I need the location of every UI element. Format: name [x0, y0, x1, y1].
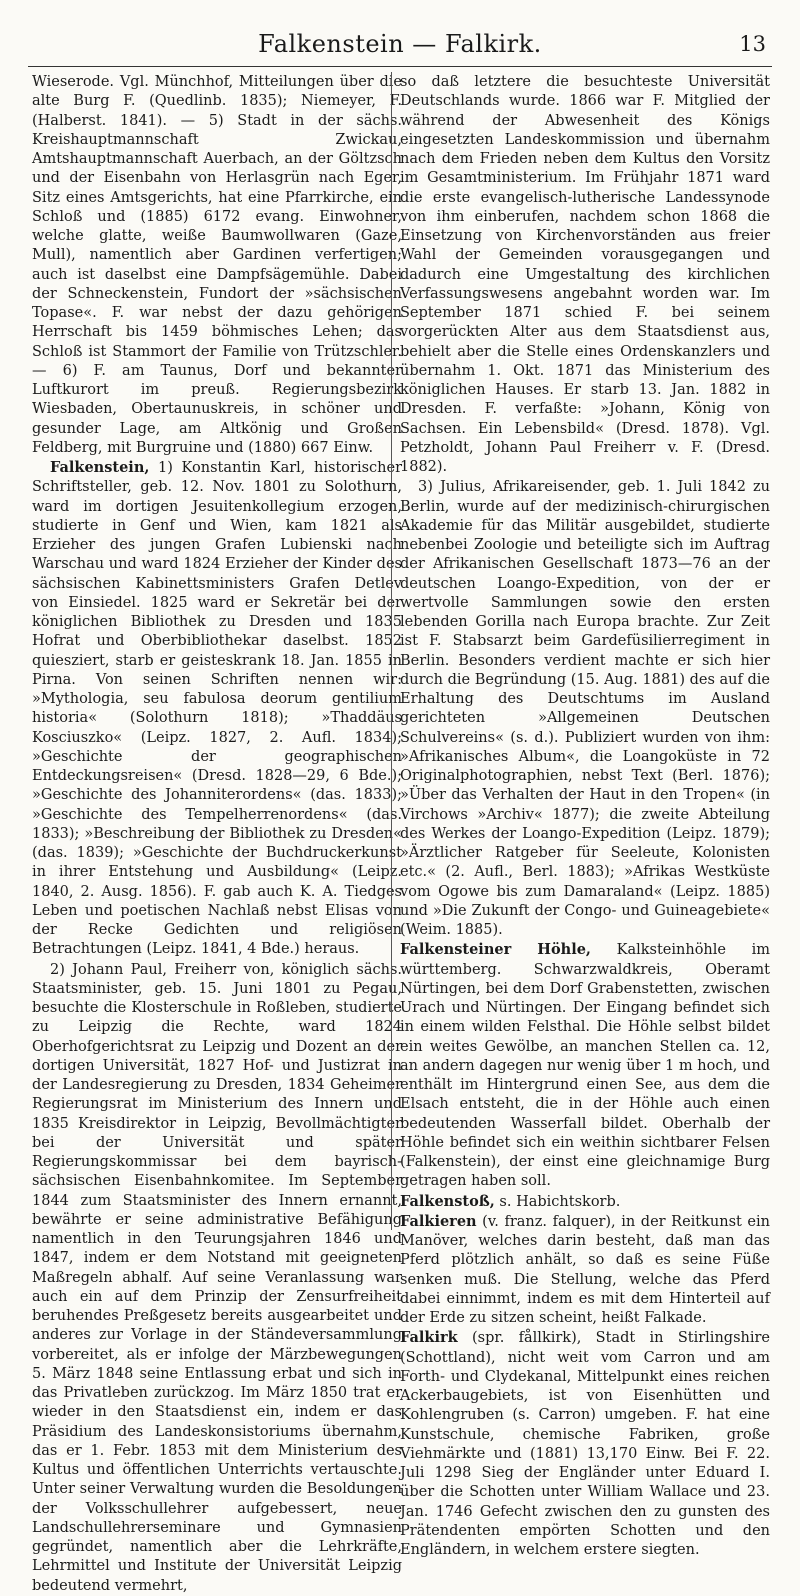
entry-paragraph [400, 1192, 770, 1212]
running-title: Falkenstein — Falkirk. [258, 30, 542, 58]
entry-headword: Falkirk [400, 1329, 458, 1347]
entry-headword: Falkieren [400, 1212, 477, 1230]
entry-text: 1) Konstantin Karl, historischer Schriftsteller, geb. 12. Nov. 1801 zu Solothurn, ward im dortigen Jesuitenkollegium erzogen, studierte in Genf und Wien, kam 1821 als Erzieher des jungen Grafen Lubienski nach Warschau und ward 1824 Erzieher der Kinder des sächsischen Kabinettsministers Grafen Detlev von Einsiedel. 1825 ward er Sekretär bei der königlichen Bibliothek zu Dresden und 1835 Hofrat und Oberbibliothekar daselbst. 1852 quiesziert, starb er geisteskrank 18. Jan. 1855 in Pirna. Von seinen Schriften nennen wir: »Mythologia, seu fabulosa deorum gentilium historia« (Solothurn 1818); »Thaddäus Kosciuszko« (Leipz. 1827, 2. Aufl. 1834); »Geschichte der geographischen Entdeckungsreisen« (Dresd. 1828—29, 6 Bde.); »Geschichte des Johanniterordens« (das. 1833); »Geschichte des Tempelherrenordens« (das. 1833); »Beschreibung der Bibliothek zu Dresden« (das. 1839); »Geschichte der Buchdruckerkunst in ihrer Entstehung und Ausbildung« (Leipz. 1840, 2. Ausg. 1856). F. gab auch K. A. Tiedges Leben und poetischen Nachlaß nebst Elisas von der Recke Gedichten und religiösen Betrachtungen (Leipz. 1841, 4 Bde.) heraus. [32, 460, 402, 958]
left-column [32, 72, 402, 1596]
entry-text: Kalksteinhöhle im württemberg. Schwarzwaldkreis, Oberamt Nürtingen, bei dem Dorf Grabenstetten, zwischen Urach und Nürtingen. Der Eingang befindet sich in einem wilden Felsthal. Die Höhle selbst bildet ein weites Gewölbe, an manchen Stellen ca. 12, an andern dagegen nur wenig über 1 m hoch, und enthält im Hintergrund einen See, aus dem die Elsach entsteht, die in der Höhle auch einen bedeutenden Wasserfall bildet. Oberhalb der Höhle befindet sich ein weithin sichtbarer Felsen (Falkenstein), der einst eine gleichnamige Burg getragen haben soll. [400, 942, 770, 1190]
column-divider [391, 72, 392, 1230]
entry-text: (v. franz. falquer), in der Reitkunst ein Manöver, welches darin besteht, daß man das Pferd plötzlich anhält, so daß es seine Füße senken muß. Die Stellung, welche das Pferd dabei einnimmt, indem es mit dem Hinterteil auf der Erde zu sitzen scheint, heißt Falkade. [400, 1213, 770, 1326]
entry-paragraph [32, 72, 402, 458]
entry-text: Wieserode. Vgl. Münchhof, Mitteilungen über die alte Burg F. (Quedlinb. 1835); Niemeyer, F. (Halberst. 1841). — 5) Stadt in der sächs. Kreishauptmannschaft Zwickau, Amtshauptmannschaft Auerbach, an der Göltzsch und der Eisenbahn von Herlasgrün nach Eger, Sitz eines Amtsgerichts, hat eine Pfarrkirche, ein Schloß und (1885) 6172 evang. Einwohner, welche glatte, weiße Baumwollwaren (Gaze, Mull), namentlich aber Gardinen verfertigen; auch ist daselbst eine Dampfsägemühle. Dabei der Schneckenstein, Fundort der »sächsischen Topase«. F. war nebst der dazu gehörigen Herrschaft bis 1459 böhmisches Lehen; das Schloß ist Stammort der Familie von Trützschler. — 6) F. am Taunus, Dorf und bekannter Luftkurort im preuß. Regierungsbezirk Wiesbaden, Obertaunuskreis, in schöner und gesunder Lage, am Altkönig und Großen Feldberg, mit Burgruine und (1880) 667 Einw. [32, 74, 402, 456]
right-column [400, 72, 770, 1560]
header-rule [28, 66, 772, 67]
entry-headword: Falkenstoß, [400, 1192, 495, 1210]
entry-paragraph [400, 1212, 770, 1329]
entry-paragraph [400, 1328, 770, 1560]
entry-text: (spr. fållkirk), Stadt in Stirlingshire (Schottland), nicht weit vom Carron und am Forth- und Clydekanal, Mittelpunkt eines reichen Ackerbaugebiets, ist von Eisenhütten und Kohlengruben (s. Carron) umgeben. F. hat eine Kunstschule, chemische Fabriken, große Viehmärkte und (1881) 13,170 Einw. Bei F. 22. Juli 1298 Sieg der Engländer unter Eduard I. über die Schotten unter William Wallace und 23. Jan. 1746 Gefecht zwischen den zu gunsten des Prätendenten empörten Schotten und den Engländern, in welchem erstere siegten. [400, 1330, 770, 1558]
entry-text: 2) Johann Paul, Freiherr von, königlich sächs. Staatsminister, geb. 15. Juni 1801 zu Pegau, besuchte die Klosterschule in Roßleben, studierte zu Leipzig die Rechte, ward 1824 Oberhofgerichtsrat zu Leipzig und Dozent an der dortigen Universität, 1827 Hof- und Justizrat in der Landesregierung zu Dresden, 1834 Geheimer Regierungsrat im Ministerium des Innern und 1835 Kreisdirektor in Leipzig, Bevollmächtigter bei der Universität und später Regierungskommissar bei dem bayrisch-sächsischen Eisenbahnkomitee. Im September 1844 zum Staatsminister des Innern ernannt, bewährte er seine administrative Befähigung namentlich in den Teurungsjahren 1846 und 1847, indem er dem Notstand mit geeigneten Maßregeln abhalf. Auf seine Veranlassung war auch ein auf dem Prinzip der Zensurfreiheit beruhendes Preßgesetz bereits ausgearbeitet und anderes zur Vorlage in der Ständeversammlung vorbereitet, als er infolge der Märzbewegungen 5. März 1848 seine Entlassung erbat und sich in das Privatleben zurückzog. Im März 1850 trat er wieder in den Staatsdienst ein, indem er das Präsidium des Landeskonsistoriums übernahm, das er 1. Febr. 1853 mit dem Ministerium des Kultus und öffentlichen Unterrichts vertauschte. Unter seiner Verwaltung wurden die Besoldungen der Volksschullehrer aufgebessert, neue Landschullehrerseminare und Gymnasien gegründet, namentlich aber die Lehrkräfte, Lehrmittel und Institute der Universität Leipzig bedeutend vermehrt, [32, 961, 402, 1594]
entry-headword: Falkenstein, [50, 459, 150, 476]
entry-paragraph [32, 458, 402, 960]
entry-paragraph [400, 72, 770, 477]
page-header [28, 30, 772, 64]
page-number: 13 [739, 32, 766, 56]
entry-text: so daß letztere die besuchteste Universität Deutschlands wurde. 1866 war F. Mitglied der während der Abwesenheit des Königs eingesetzten Landeskommission und übernahm nach dem Frieden neben dem Kultus den Vorsitz im Gesamtministerium. Im Frühjahr 1871 ward die erste evangelisch-lutherische Landessynode von ihm einberufen, nachdem schon 1868 die Einsetzung von Kirchenvorständen aus freier Wahl der Gemeinden vorausgegangen und dadurch eine Umgestaltung des kirchlichen Verfassungswesens angebahnt worden war. Im September 1871 schied F. bei seinem vorgerückten Alter aus dem Staatsdienst aus, behielt aber die Stelle eines Ordenskanzlers und übernahm 1. Okt. 1871 das Ministerium des königlichen Hauses. Er starb 13. Jan. 1882 in Dresden. F. verfaßte: »Johann, König von Sachsen. Ein Lebensbild« (Dresd. 1878). Vgl. Petzholdt, Johann Paul Freiherr v. F. (Dresd. 1882). [400, 74, 770, 475]
entry-paragraph [400, 940, 770, 1191]
entry-paragraph [400, 477, 770, 940]
entry-headword: Falkensteiner Höhle, [400, 941, 591, 959]
entry-paragraph [32, 960, 402, 1596]
entry-text: 3) Julius, Afrikareisender, geb. 1. Juli 1842 zu Berlin, wurde auf der medizinisch-chirurgischen Akademie für das Militär ausgebildet, studierte nebenbei Zoologie und beteiligte sich im Auftrag der Afrikanischen Gesellschaft 1873—76 an der deutschen Loango-Expedition, von der er wertvolle Sammlungen sowie den ersten lebenden Gorilla nach Europa brachte. Zur Zeit ist F. Stabsarzt beim Gardefüsilierregiment in Berlin. Besonders verdient machte er sich hier durch die Begründung (15. Aug. 1881) des auf die Erhaltung des Deutschtums im Ausland gerichteten »Allgemeinen Deutschen Schulvereins« (s. d.). Publiziert wurden von ihm: »Afrikanisches Album«, die Loangoküste in 72 Originalphotographien, nebst Text (Berl. 1876); »Über das Verhalten der Haut in den Tropen« (in Virchows »Archiv« 1877); die zweite Abteilung des Werkes der Loango-Expedition (Leipz. 1879); »Ärztlicher Ratgeber für Seeleute, Kolonisten etc.« (2. Aufl., Berl. 1883); »Afrikas Westküste vom Ogowe bis zum Damaraland« (Leipz. 1885) und »Die Zukunft der Congo- und Guineagebiete« (Weim. 1885). [400, 479, 770, 938]
entry-text: s. Habichtskorb. [494, 1193, 621, 1210]
